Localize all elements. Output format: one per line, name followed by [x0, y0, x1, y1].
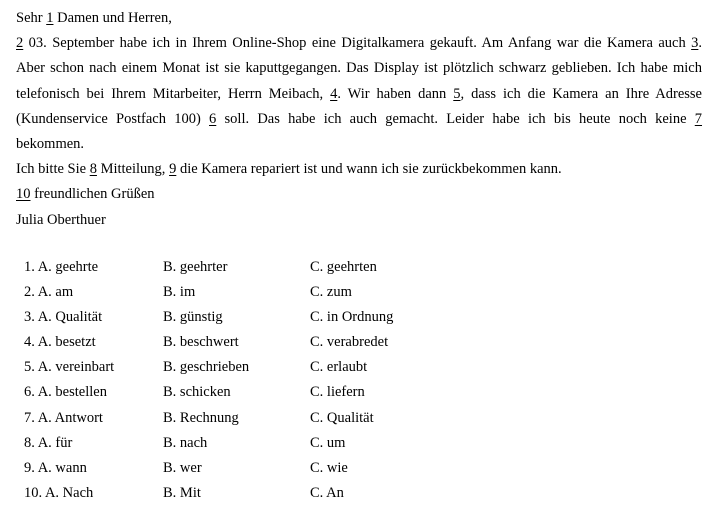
text-segment: 03. September habe ich in Ihrem Online-Shop eine Digitalkamera gekauft. Am Anfang war die Kamera auch [23, 35, 692, 52]
option-row-2 [24, 280, 704, 305]
option-b: B. nach [163, 434, 208, 451]
text-segment: Mitteilung, [96, 161, 170, 178]
option-row-5 [24, 355, 704, 380]
option-row-4 [24, 330, 704, 355]
option-a: 4. A. besetzt [24, 334, 96, 351]
text-segment: . [698, 35, 702, 52]
option-b: B. günstig [163, 309, 223, 326]
text-segment: Ich bitte Sie [16, 161, 90, 178]
option-a: 1. A. geehrte [24, 259, 99, 275]
option-c: C. zum [310, 284, 352, 301]
option-row-6 [24, 380, 704, 405]
option-a: 9. A. wann [24, 459, 87, 476]
signature: Julia Oberthuer [16, 211, 106, 228]
option-row-8 [24, 431, 704, 456]
letter-text [16, 6, 702, 233]
paragraph-1-line-4 [16, 107, 702, 132]
text-segment: soll. Das habe ich auch gemacht. Leider habe ich bis heute noch keine [216, 110, 695, 127]
text-segment: die Kamera repariert ist und wann ich sie zurückbekommen kann. [176, 161, 562, 178]
option-row-10 [24, 481, 704, 506]
gap-2: 2 [16, 35, 24, 52]
option-row-1 [24, 255, 704, 280]
gap-8: 8 [89, 161, 97, 178]
option-b: B. schicken [163, 384, 231, 401]
option-row-3 [24, 305, 704, 330]
option-a: 8. A. für [24, 434, 73, 451]
option-c: C. verabredet [310, 334, 389, 351]
option-c: C. An [310, 484, 344, 501]
option-a: 2. A. am [24, 284, 74, 301]
gap-3: 3 [691, 35, 699, 52]
option-a: 6. A. bestellen [24, 384, 107, 401]
option-b: B. Rechnung [163, 409, 239, 426]
option-a: 10. A. Nach [24, 484, 94, 501]
closing-text: freundlichen Grüßen [30, 186, 155, 203]
greeting-text-end: Damen und Herren, [53, 10, 172, 26]
gap-5: 5 [453, 85, 461, 102]
option-c: C. in Ordnung [310, 309, 394, 326]
gap-6: 6 [209, 110, 217, 127]
option-row-9 [24, 456, 704, 481]
text-segment: telefonisch bei Ihrem Mitarbeiter, Herrn Meibach, [16, 85, 331, 102]
greeting-line [16, 6, 702, 31]
gap-7: 7 [694, 110, 703, 127]
text-segment: . Wir haben dann [337, 85, 454, 102]
text-segment: , dass ich die Kamera an Ihre Adresse [460, 85, 702, 102]
paragraph-1-line-3 [16, 82, 702, 107]
option-b: B. geschrieben [163, 359, 250, 376]
option-b: B. im [163, 284, 196, 301]
option-a: 5. A. vereinbart [24, 359, 115, 376]
option-b: B. Mit [163, 484, 201, 501]
paragraph-1-line-1 [16, 31, 702, 56]
gap-10: 10 [16, 186, 31, 203]
closing-line [16, 182, 702, 207]
option-c: C. geehrten [310, 259, 377, 275]
option-b: B. geehrter [163, 259, 228, 275]
option-a: 7. A. Antwort [24, 409, 103, 426]
option-b: B. wer [163, 459, 202, 476]
paragraph-1-line-2: Aber schon nach einem Monat ist sie kaputtgegangen. Das Display ist plötzlich schwarz geblieben. Ich habe mich [16, 60, 702, 77]
option-c: C. wie [310, 459, 348, 476]
paragraph-1-line-5: bekommen. [16, 136, 85, 153]
option-b: B. beschwert [163, 334, 239, 351]
option-a: 3. A. Qualität [24, 309, 103, 326]
option-c: C. Qualität [310, 409, 374, 426]
answer-options [24, 255, 704, 506]
paragraph-2 [16, 157, 702, 182]
text-segment: (Kundenservice Postfach 100) [16, 110, 210, 127]
gap-9: 9 [169, 161, 177, 178]
option-row-7 [24, 406, 704, 431]
gap-4: 4 [330, 85, 338, 102]
greeting-text: Sehr [16, 10, 47, 26]
option-c: C. erlaubt [310, 359, 368, 376]
gap-1: 1 [46, 10, 54, 26]
option-c: C. liefern [310, 384, 365, 401]
option-c: C. um [310, 434, 346, 451]
